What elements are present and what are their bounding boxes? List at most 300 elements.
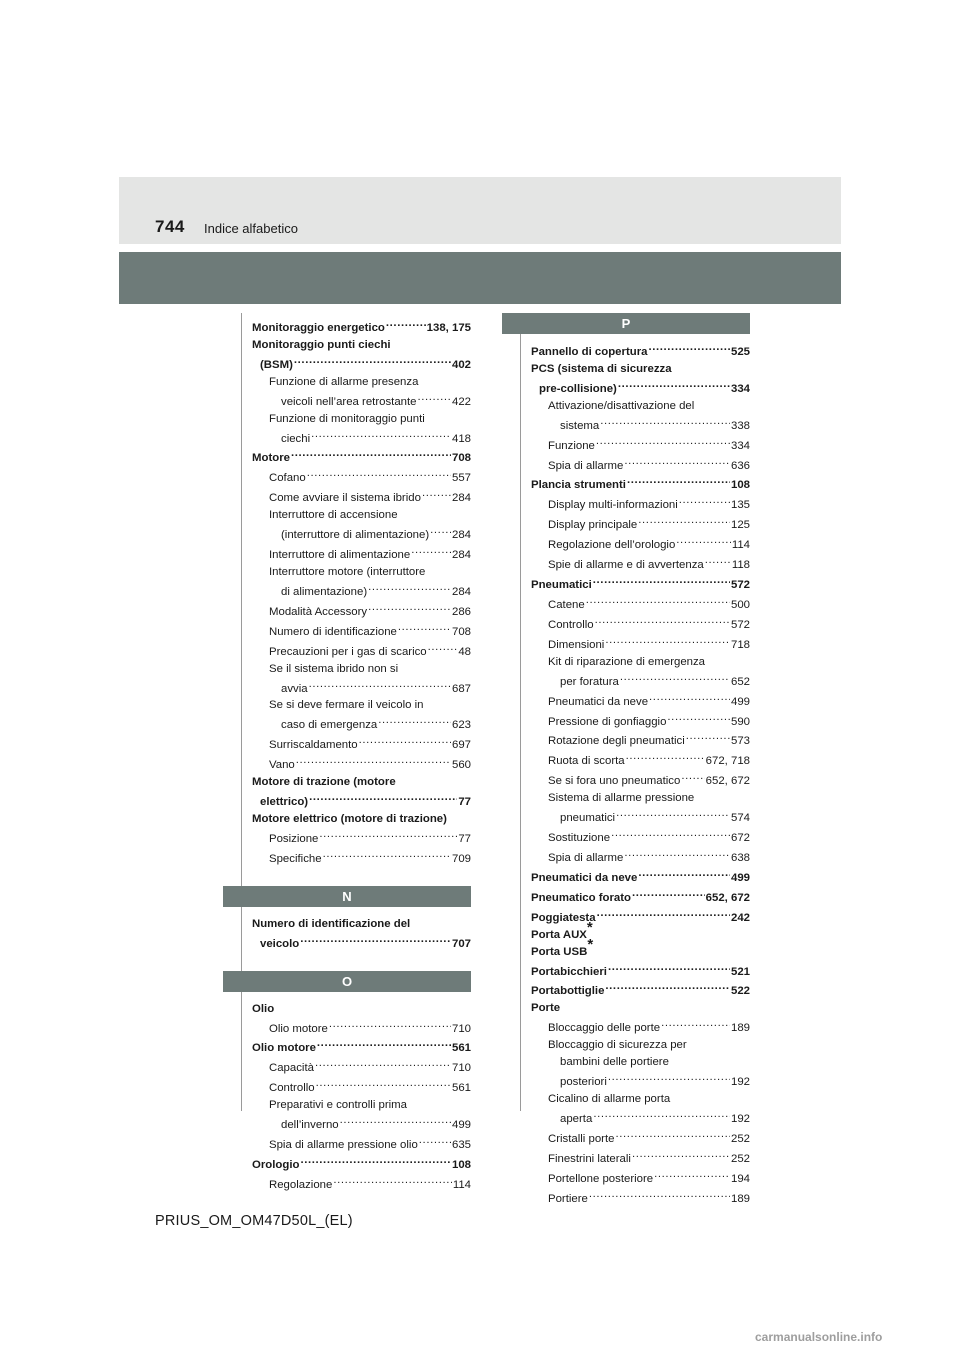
index-entry — [531, 654, 750, 671]
index-entry — [531, 1091, 750, 1108]
index-entry-pages: 284 — [451, 492, 471, 505]
index-entry — [252, 774, 471, 791]
index-entry — [252, 544, 471, 564]
index-entry — [531, 474, 750, 494]
index-entry — [531, 1168, 750, 1188]
index-entry-term: Capacità — [269, 1062, 314, 1075]
index-entry-term: Olio — [252, 1002, 275, 1015]
index-entry — [252, 524, 471, 544]
index-entry-pages: 623 — [451, 719, 471, 732]
index-entry — [531, 1128, 750, 1148]
index-entry-pages: 338 — [730, 419, 750, 432]
index-entry-term: Bloccaggio di sicurezza per — [548, 1039, 687, 1052]
index-entry-pages: 709 — [451, 852, 471, 865]
dot-leader — [300, 1154, 451, 1168]
document-code: PRIUS_OM_OM47D50L_(EL) — [155, 1213, 353, 1229]
index-entry — [252, 467, 471, 487]
dot-leader — [309, 678, 451, 692]
index-entry — [252, 447, 471, 467]
index-entry — [531, 494, 750, 514]
index-entry — [252, 391, 471, 411]
index-entry-pages: 710 — [451, 1062, 471, 1075]
index-entry — [252, 374, 471, 391]
index-entry-pages: 557 — [451, 472, 471, 485]
index-entry-term: Olio motore — [269, 1022, 328, 1035]
index-entry — [531, 634, 750, 654]
index-entry — [252, 916, 471, 933]
index-entry-term: Come avviare il sistema ibrido — [269, 492, 421, 505]
index-entry-term: Cicalino di allarme porta — [548, 1092, 671, 1105]
dot-leader — [676, 534, 731, 548]
index-entry-term: Numero di identificazione — [269, 625, 397, 638]
index-entry-term: Surriscaldamento — [269, 739, 358, 752]
index-entry-pages: 108 — [730, 479, 750, 492]
index-entry-term: posteriori — [560, 1076, 607, 1089]
index-entry-pages: 561 — [451, 1042, 471, 1055]
index-entry-pages: 252 — [730, 1132, 750, 1145]
index-entry-pages: 135 — [730, 499, 750, 512]
index-entry-pages: 334 — [730, 382, 750, 395]
index-entry-pages: 189 — [730, 1022, 750, 1035]
index-entry-pages: 48 — [458, 645, 471, 658]
index-entry-term: Olio motore — [252, 1042, 316, 1055]
index-entry-pages: 194 — [730, 1172, 750, 1185]
index-entry-pages: 708 — [451, 452, 471, 465]
section-header-p: P — [502, 313, 750, 334]
index-entry-term: Monitoraggio energetico — [252, 322, 385, 334]
index-entry-term: Controllo — [269, 1082, 315, 1095]
dot-leader — [422, 487, 451, 501]
index-entry-pages: 718 — [730, 638, 750, 651]
index-entry-term: per foratura — [560, 675, 619, 688]
index-entry-pages: 138, 175 — [426, 322, 471, 334]
dot-leader — [616, 807, 730, 821]
index-entry-pages: 672, 718 — [705, 755, 750, 768]
dot-leader — [307, 467, 451, 481]
index-entry-term: dell’inverno — [281, 1119, 339, 1132]
index-entry-term: Interruttore di accensione — [269, 509, 398, 522]
index-entry — [252, 317, 471, 337]
index-entry-term: Motore elettrico (motore di trazione) — [252, 812, 447, 825]
index-entry — [252, 1154, 471, 1174]
dot-leader — [311, 428, 451, 442]
dot-leader — [649, 691, 730, 705]
index-entry-term: Display multi-informazioni — [548, 499, 678, 512]
index-entry — [252, 1097, 471, 1114]
index-entry-term: elettrico) — [260, 796, 309, 809]
index-entry: Porta AUX * — [531, 927, 750, 944]
index-entry — [252, 791, 471, 811]
index-entry-pages: 114 — [452, 1178, 471, 1191]
index-entry-term: Funzione di allarme presenza — [269, 375, 419, 388]
dot-leader — [661, 1017, 730, 1031]
dot-leader — [593, 1108, 730, 1122]
index-entry-pages: 573 — [730, 735, 750, 748]
index-entry-pages: 189 — [730, 1192, 750, 1205]
dot-leader — [294, 354, 451, 368]
index-entry-term: Plancia strumenti — [531, 479, 626, 492]
index-entry-term: Pneumatici — [531, 579, 592, 592]
dot-leader — [378, 714, 451, 728]
dot-leader — [681, 770, 704, 784]
index-entry — [531, 790, 750, 807]
index-entry — [531, 1148, 750, 1168]
index-entry — [252, 337, 471, 354]
index-entry-term: Motore — [252, 452, 290, 465]
index-entry — [252, 811, 471, 828]
index-block-p — [531, 341, 750, 1207]
index-entry-term: pneumatici — [560, 812, 616, 825]
index-entry-term: Specifiche — [269, 852, 322, 865]
dot-leader — [705, 554, 731, 568]
index-entry — [252, 411, 471, 428]
index-entry-pages: 192 — [730, 1112, 750, 1125]
dot-leader — [605, 634, 730, 648]
index-entry-term: Pressione di gonfiaggio — [548, 715, 667, 728]
dot-leader — [419, 1134, 451, 1148]
index-entry — [531, 1037, 750, 1054]
index-entry-term: Posizione — [269, 832, 319, 845]
dot-leader — [418, 391, 451, 405]
index-entry-term: Numero di identificazione del — [252, 917, 411, 930]
index-entry-term: Pneumatici da neve — [531, 871, 638, 884]
index-entry-term: Funzione di monitoraggio punti — [269, 412, 425, 425]
index-entry — [531, 807, 750, 827]
index-entry-term: aperta — [560, 1112, 593, 1125]
index-entry-term: Portabottiglie — [531, 985, 605, 998]
index-entry — [252, 1018, 471, 1038]
index-entry-term: Interruttore di alimentazione — [269, 549, 411, 562]
index-entry — [252, 697, 471, 714]
index-entry-term: Sostituzione — [548, 832, 611, 845]
index-entry-term: Attivazione/disattivazione del — [548, 399, 695, 412]
left-column — [252, 317, 471, 1194]
index-entry — [252, 354, 471, 374]
index-entry — [531, 594, 750, 614]
index-entry-term: Pneumatico forato — [531, 891, 631, 904]
index-entry-pages: 710 — [451, 1022, 471, 1035]
dot-leader — [624, 847, 730, 861]
index-entry-term: Sistema di allarme pressione — [548, 792, 695, 805]
index-block-n — [252, 916, 471, 953]
index-entry-pages: 521 — [730, 965, 750, 978]
index-entry-term: Cofano — [269, 472, 306, 485]
index-entry — [252, 1037, 471, 1057]
index-entry-pages: 574 — [730, 812, 750, 825]
index-entry — [252, 1174, 471, 1194]
index-entry — [531, 1108, 750, 1128]
dot-leader — [368, 601, 451, 615]
index-entry-pages: 402 — [451, 358, 471, 371]
index-entry — [252, 1077, 471, 1097]
index-entry — [252, 848, 471, 868]
index-entry-term: Controllo — [548, 618, 594, 631]
index-entry-pages: 422 — [451, 395, 471, 408]
index-entry — [531, 378, 750, 398]
index-entry-pages: 499 — [451, 1119, 471, 1132]
dot-leader — [398, 621, 451, 635]
index-entry-pages: 77 — [458, 832, 471, 845]
index-entry — [531, 827, 750, 847]
index-entry-pages: 697 — [451, 739, 471, 752]
index-entry — [252, 601, 471, 621]
index-entry — [531, 534, 750, 554]
dot-leader — [618, 378, 730, 392]
index-entry-term: (BSM) — [260, 358, 293, 371]
dot-leader — [638, 867, 730, 881]
dot-leader — [411, 544, 451, 558]
index-entry-pages: 638 — [730, 851, 750, 864]
index-entry — [531, 614, 750, 634]
dot-leader — [300, 933, 451, 947]
dot-leader — [597, 907, 730, 921]
dot-leader — [586, 594, 730, 608]
index-entry — [531, 1017, 750, 1037]
index-entry — [252, 487, 471, 507]
dot-leader — [596, 435, 730, 449]
dot-leader — [317, 1037, 451, 1051]
index-entry-term: Motore di trazione (motore — [252, 776, 396, 789]
index-entry-pages: 687 — [451, 682, 471, 695]
index-entry-pages: 77 — [458, 796, 471, 809]
dot-leader — [654, 1168, 730, 1182]
index-entry-term: veicoli nell’area retrostante — [281, 395, 417, 408]
index-entry-pages: 118 — [731, 559, 750, 572]
dot-leader — [296, 754, 451, 768]
index-entry-pages: 707 — [451, 937, 471, 950]
index-entry — [531, 847, 750, 867]
index-entry — [252, 933, 471, 953]
index-entry-term: Poggiatesta — [531, 911, 596, 924]
index-entry — [252, 828, 471, 848]
index-entry-term: Portellone posteriore — [548, 1172, 654, 1185]
index-entry-pages: 242 — [730, 911, 750, 924]
index-entry-pages: 590 — [730, 715, 750, 728]
section-header-n: N — [223, 886, 471, 907]
index-entry-term: Spie di allarme e di avvertenza — [548, 559, 704, 572]
dot-leader — [608, 961, 730, 975]
index-entry — [531, 1188, 750, 1208]
dot-leader — [632, 1148, 730, 1162]
index-entry — [252, 1001, 471, 1018]
index-entry — [531, 887, 750, 907]
index-entry-pages: 636 — [730, 459, 750, 472]
dot-leader — [611, 827, 730, 841]
index-entry — [531, 867, 750, 887]
index-entry-term: Se si deve fermare il veicolo in — [269, 699, 424, 712]
dot-leader — [615, 1128, 730, 1142]
index-entry-pages: 652 — [730, 675, 750, 688]
index-entry — [252, 641, 471, 661]
dot-leader — [595, 614, 730, 628]
index-entry-pages: 561 — [451, 1082, 471, 1095]
index-entry — [531, 574, 750, 594]
header-bar — [119, 252, 841, 304]
index-entry-pages: 108 — [451, 1158, 471, 1171]
index-entry — [252, 678, 471, 698]
index-entry-term: Portabicchieri — [531, 965, 607, 978]
index-entry — [531, 398, 750, 415]
index-entry-pages: 522 — [730, 985, 750, 998]
dot-leader — [667, 711, 730, 725]
index-entry-pages: 499 — [730, 871, 750, 884]
index-entry-term: Porta AUX — [531, 928, 587, 941]
index-entry — [252, 564, 471, 581]
dot-leader — [638, 514, 730, 528]
index-entry-pages: 708 — [451, 625, 471, 638]
index-entry-term: Regolazione — [269, 1178, 333, 1191]
index-entry-pages: 418 — [451, 432, 471, 445]
index-entry-term: Rotazione degli pneumatici — [548, 735, 685, 748]
index-entry — [531, 671, 750, 691]
index-entry-term: Spia di allarme — [548, 851, 624, 864]
dot-leader — [648, 341, 730, 355]
index-entry-term: Display principale — [548, 519, 638, 532]
dot-leader — [626, 750, 705, 764]
index-entry — [531, 455, 750, 475]
index-entry — [252, 1134, 471, 1154]
index-entry — [531, 361, 750, 378]
index-entry-term: Pannello di copertura — [531, 346, 648, 358]
index-entry-pages: 672 — [730, 832, 750, 845]
index-entry-term: Se il sistema ibrido non si — [269, 662, 399, 675]
index-entry-term: Modalità Accessory — [269, 605, 368, 618]
index-entry — [531, 730, 750, 750]
dot-leader — [340, 1114, 451, 1128]
index-entry — [252, 754, 471, 774]
index-entry-term: Orologio — [252, 1158, 300, 1171]
index-entry-term: Finestrini laterali — [548, 1152, 631, 1165]
index-entry — [531, 691, 750, 711]
dot-leader — [359, 734, 451, 748]
index-entry-pages: 572 — [730, 579, 750, 592]
dot-leader — [316, 1077, 451, 1091]
index-entry — [531, 961, 750, 981]
dot-leader — [605, 980, 730, 994]
index-entry-pages: 125 — [730, 519, 750, 532]
index-entry — [252, 661, 471, 678]
index-entry — [531, 907, 750, 927]
index-entry — [531, 415, 750, 435]
index-entry-term: Pneumatici da neve — [548, 695, 649, 708]
index-entry-term: Ruota di scorta — [548, 755, 625, 768]
index-entry-term: Dimensioni — [548, 638, 605, 651]
dot-leader — [309, 791, 457, 805]
dot-leader — [620, 671, 730, 685]
index-entry-term: Porta USB — [531, 945, 588, 958]
index-entry-term: veicolo — [260, 937, 300, 950]
dot-leader — [589, 1188, 730, 1202]
index-entry-term: bambini delle portiere — [560, 1056, 669, 1069]
index-entry-pages: 560 — [451, 759, 471, 772]
index-entry — [531, 554, 750, 574]
index-entry-term: ciechi — [281, 432, 311, 445]
index-entry-term: Cristalli porte — [548, 1132, 615, 1145]
index-block-m — [252, 317, 471, 868]
index-entry — [252, 621, 471, 641]
index-entry-term: Portiere — [548, 1192, 588, 1205]
dot-leader — [430, 524, 451, 538]
index-entry-term: Interruttore motore (interruttore — [269, 565, 426, 578]
index-entry-pages: 286 — [451, 605, 471, 618]
index-entry: Porta USB * — [531, 944, 750, 961]
watermark: carmanualsonline.info — [755, 1330, 883, 1344]
dot-leader — [627, 474, 730, 488]
index-entry-term: Monitoraggio punti ciechi — [252, 338, 391, 351]
index-entry-pages: 652, 672 — [705, 775, 750, 788]
dot-leader — [593, 574, 730, 588]
index-entry — [531, 435, 750, 455]
index-entry-pages: 284 — [451, 585, 471, 598]
right-column — [531, 313, 750, 1207]
index-entry-term: PCS (sistema di sicurezza — [531, 362, 672, 375]
right-column-rule — [520, 313, 521, 1111]
index-entry — [252, 1057, 471, 1077]
index-block-o — [252, 1001, 471, 1194]
index-entry-pages: 192 — [730, 1076, 750, 1089]
index-entry-term: pre-collisione) — [539, 382, 617, 395]
index-entry-pages: 572 — [730, 618, 750, 631]
index-entry-term: Regolazione dell’orologio — [548, 539, 676, 552]
index-entry — [531, 750, 750, 770]
index-entry — [531, 770, 750, 790]
index-entry — [252, 428, 471, 448]
dot-leader — [428, 641, 458, 655]
index-entry-term: Funzione — [548, 439, 595, 452]
index-entry-term: di alimentazione) — [281, 585, 368, 598]
section-header-o: O — [223, 971, 471, 992]
dot-leader — [323, 848, 451, 862]
index-entry — [531, 1000, 750, 1017]
index-entry-term: avvia — [281, 682, 308, 695]
index-entry-term: Bloccaggio delle porte — [548, 1022, 661, 1035]
index-entry — [531, 1054, 750, 1071]
index-entry — [531, 514, 750, 534]
dot-leader — [291, 447, 451, 461]
page-number: 744 — [155, 217, 185, 236]
index-entry — [531, 711, 750, 731]
index-entry-term: Precauzioni per i gas di scarico — [269, 645, 427, 658]
index-entry-pages: 635 — [451, 1139, 471, 1152]
index-entry-pages: 284 — [451, 549, 471, 562]
index-entry-pages: 499 — [730, 695, 750, 708]
dot-leader — [386, 317, 426, 331]
index-entry — [531, 980, 750, 1000]
index-entry-pages: 500 — [730, 598, 750, 611]
page-title: Indice alfabetico — [204, 221, 298, 236]
dot-leader — [319, 828, 457, 842]
dot-leader — [329, 1018, 451, 1032]
index-entry — [252, 1114, 471, 1134]
dot-leader — [686, 730, 730, 744]
index-entry-term: sistema — [560, 419, 600, 432]
index-entry-term: (interruttore di alimentazione) — [281, 529, 430, 542]
index-entry-pages: 334 — [730, 439, 750, 452]
index-entry-pages: 114 — [731, 539, 750, 552]
dot-leader — [315, 1057, 451, 1071]
index-entry-pages: 252 — [730, 1152, 750, 1165]
dot-leader — [600, 415, 730, 429]
index-entry — [531, 1071, 750, 1091]
index-entry-term: Preparativi e controlli prima — [269, 1099, 408, 1112]
dot-leader — [679, 494, 730, 508]
index-entry-pages: 525 — [730, 346, 750, 358]
index-entry-term: Vano — [269, 759, 295, 772]
index-entry — [531, 341, 750, 361]
dot-leader — [624, 455, 730, 469]
index-entry — [252, 507, 471, 524]
index-entry-term: Spia di allarme — [548, 459, 624, 472]
